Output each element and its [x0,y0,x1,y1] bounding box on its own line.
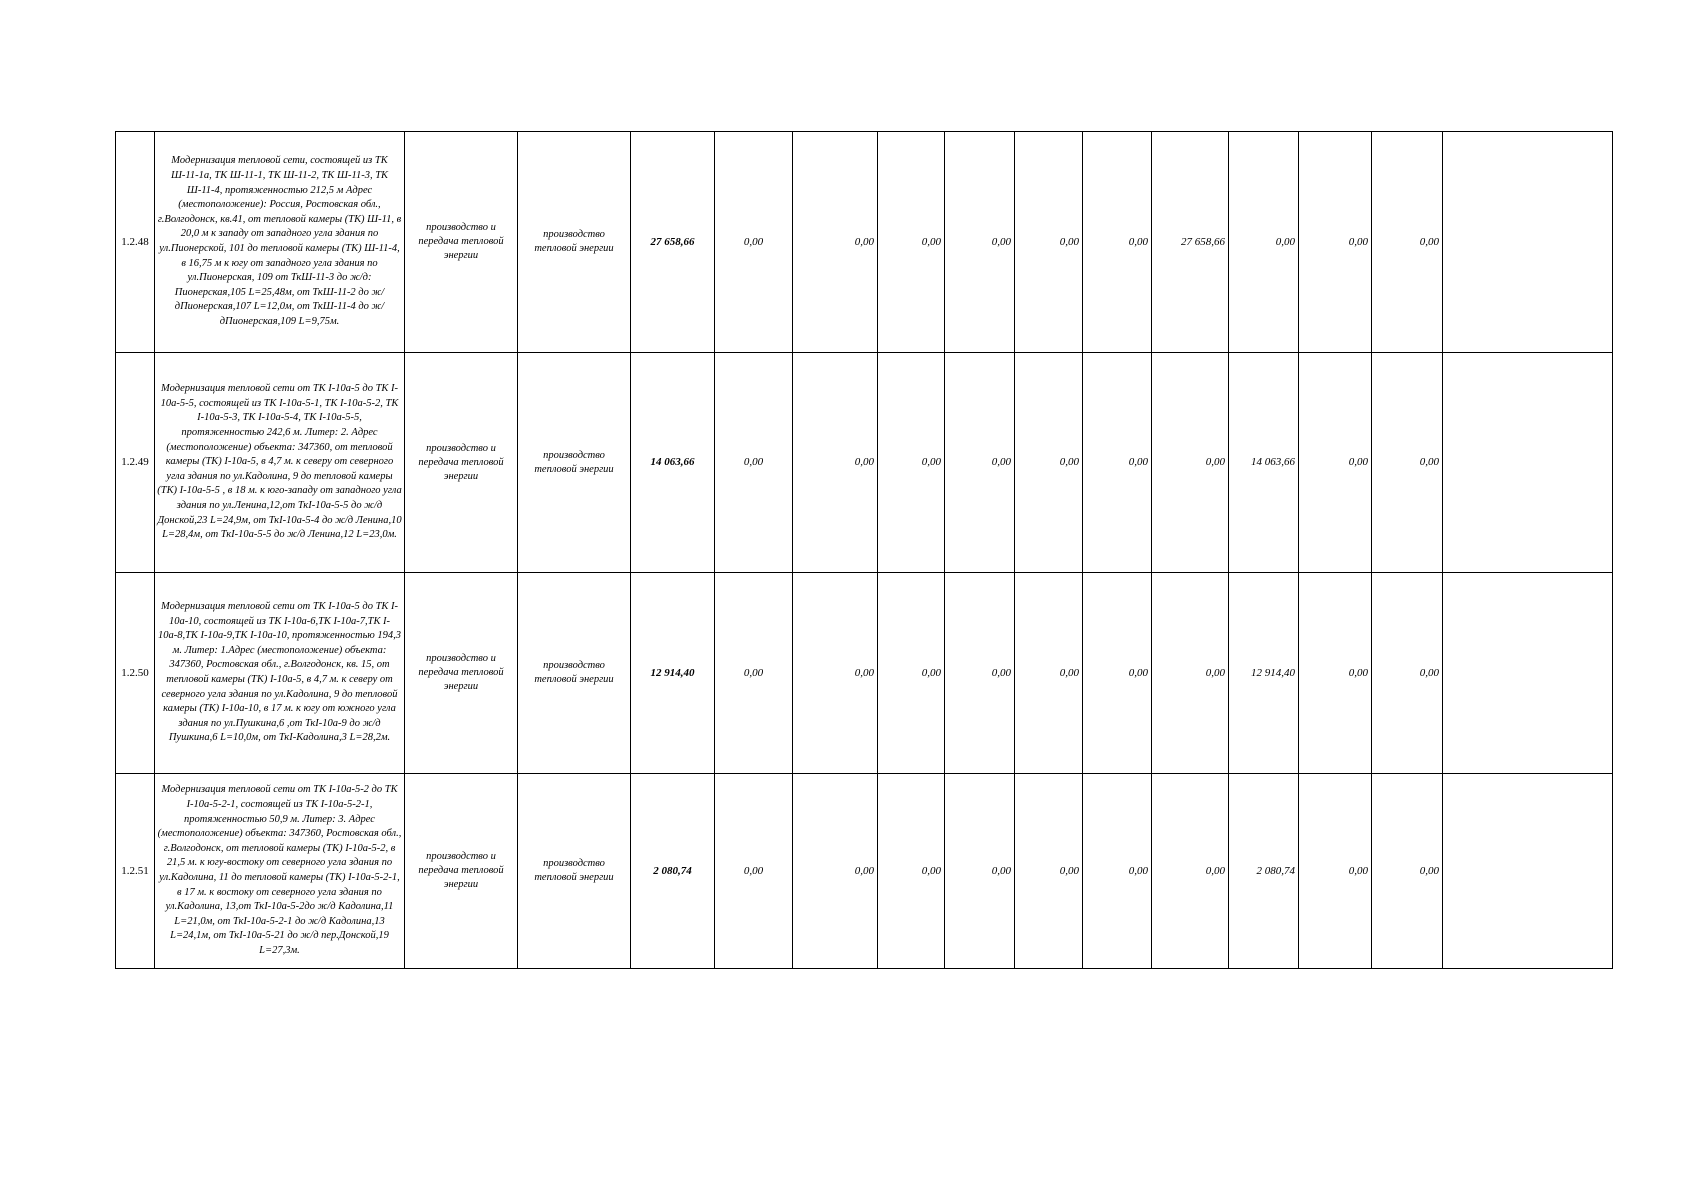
row-empty-cell [1443,353,1613,573]
row-value: 0,00 [878,353,945,573]
row-value: 2 080,74 [1229,774,1299,969]
row-value: 0,00 [878,774,945,969]
row-value: 0,00 [793,573,878,774]
row-empty-cell [1443,132,1613,353]
row-empty-cell [1443,573,1613,774]
row-value: 0,00 [1152,774,1229,969]
row-activity: производство и передача тепловой энергии [405,353,518,573]
row-value: 0,00 [1015,573,1083,774]
row-value: 0,00 [1083,132,1152,353]
row-value: 27 658,66 [1152,132,1229,353]
row-description: Модернизация тепловой сети от ТК I-10а-5-2 до ТК I-10а-5-2-1, состоящей из ТК I-10а-5-2-1, протяженностью 50,9 м. Литер: 3. Адрес (местоположение) объекта: 347360, Ростовская обл., г.Волгодонск, от тепловой камеры (ТК) I-10а-5-2, в 21,5 м. к югу-востоку от северного угла здания по ул.Кадолина, 11 до тепловой камеры (ТК) I-10а-5-2-1, в 17 м. к востоку от северного угла здания по ул.Кадолина, 13,от ТкI-10а-5-2до ж/д Кадолина,11 L=21,0м, от ТкI-10а-5-2-1 до ж/д Кадолина,13 L=24,1м, от ТкI-10а-5-21 до ж/д пер.Донской,19 L=27,3м. [155,774,405,969]
row-number: 1.2.51 [116,774,155,969]
row-value: 0,00 [1083,774,1152,969]
row-value: 0,00 [945,353,1015,573]
row-value: 0,00 [793,353,878,573]
row-value: 12 914,40 [1229,573,1299,774]
row-category: производство тепловой энергии [518,573,631,774]
row-value: 0,00 [1015,774,1083,969]
row-category: производство тепловой энергии [518,353,631,573]
investment-table [115,131,1613,969]
row-value: 0,00 [1229,132,1299,353]
row-description: Модернизация тепловой сети от ТК I-10а-5 до ТК I-10а-5-5, состоящей из ТК I-10а-5-1, ТК I-10а-5-2, ТК I-10а-5-3, ТК I-10а-5-4, ТК I-10а-5-5, протяженностью 242,6 м. Литер: 2. Адрес (местоположение) объекта: 347360, от тепловой камеры (ТК) I-10а-5, в 4,7 м. к северу от северного угла здания по ул.Кадолина, 9 до тепловой камеры (ТК) I-10а-5-5 , в 18 м. к юго-западу от западного угла здания по ул.Ленина,12,от ТкI-10а-5-5 до ж/д Донской,23 L=24,9м, от ТкI-10а-5-4 до ж/д Ленина,10 L=28,4м, от ТкI-10а-5-5 до ж/д Ленина,12 L=23,0м. [155,353,405,573]
row-value: 0,00 [1299,132,1372,353]
row-total: 2 080,74 [631,774,715,969]
row-value: 0,00 [1152,573,1229,774]
row-value: 0,00 [793,774,878,969]
row-description: Модернизация тепловой сети, состоящей из ТК Ш-11-1а, ТК Ш-11-1, ТК Ш-11-2, ТК Ш-11-3, ТК Ш-11-4, протяженностью 212,5 м Адрес (местоположение): Россия, Ростовская обл., г.Волгодонск, кв.41, от тепловой камеры (ТК) Ш-11, в 20,0 м к западу от западного угла здания по ул.Пионерской, 101 до тепловой камеры (ТК) Ш-11-4, в 16,75 м к югу от западного угла здания по ул.Пионерская, 109 от ТкШ-11-3 до ж/д: Пионерская,105 L=25,48м, от ТкШ-11-2 до ж/дПионерская,107 L=12,0м, от ТкШ-11-4 до ж/дПионерская,109 L=9,75м. [155,132,405,353]
row-value: 0,00 [1372,353,1443,573]
row-value: 0,00 [1083,353,1152,573]
row-value: 0,00 [1372,132,1443,353]
row-value: 0,00 [1372,573,1443,774]
row-total: 12 914,40 [631,573,715,774]
row-value: 0,00 [878,573,945,774]
row-value: 0,00 [715,573,793,774]
row-value: 14 063,66 [1229,353,1299,573]
row-value: 0,00 [715,774,793,969]
row-value: 0,00 [715,132,793,353]
row-number: 1.2.48 [116,132,155,353]
row-value: 0,00 [1083,573,1152,774]
table-row [116,573,1613,774]
row-category: производство тепловой энергии [518,132,631,353]
row-total: 14 063,66 [631,353,715,573]
row-value: 0,00 [878,132,945,353]
row-value: 0,00 [793,132,878,353]
row-value: 0,00 [1015,353,1083,573]
row-number: 1.2.49 [116,353,155,573]
row-value: 0,00 [945,573,1015,774]
table-row [116,774,1613,969]
row-value: 0,00 [1372,774,1443,969]
row-category: производство тепловой энергии [518,774,631,969]
row-value: 0,00 [945,774,1015,969]
row-value: 0,00 [1152,353,1229,573]
row-total: 27 658,66 [631,132,715,353]
row-value: 0,00 [1015,132,1083,353]
table-row [116,353,1613,573]
row-empty-cell [1443,774,1613,969]
row-activity: производство и передача тепловой энергии [405,774,518,969]
table-row [116,132,1613,353]
row-value: 0,00 [1299,573,1372,774]
row-description: Модернизация тепловой сети от ТК I-10а-5 до ТК I-10а-10, состоящей из ТК I-10а-6,ТК I-10а-7,ТК I-10а-8,ТК I-10а-9,ТК I-10а-10, протяженностью 194,3 м. Литер: 1.Адрес (местоположение) объекта: 347360, Ростовская обл., г.Волгодонск, кв. 15, от тепловой камеры (ТК) I-10а-5, в 4,7 м. к северу от северного угла здания по ул.Кадолина, 9 до тепловой камеры (ТК) I-10а-10, в 17 м. к югу от южного угла здания по ул.Пушкина,6 ,от ТкI-10а-9 до ж/д Пушкина,6 L=10,0м, от ТкI-Кадолина,3 L=28,2м. [155,573,405,774]
row-number: 1.2.50 [116,573,155,774]
row-value: 0,00 [715,353,793,573]
row-activity: производство и передача тепловой энергии [405,573,518,774]
row-value: 0,00 [1299,774,1372,969]
row-value: 0,00 [945,132,1015,353]
row-activity: производство и передача тепловой энергии [405,132,518,353]
row-value: 0,00 [1299,353,1372,573]
